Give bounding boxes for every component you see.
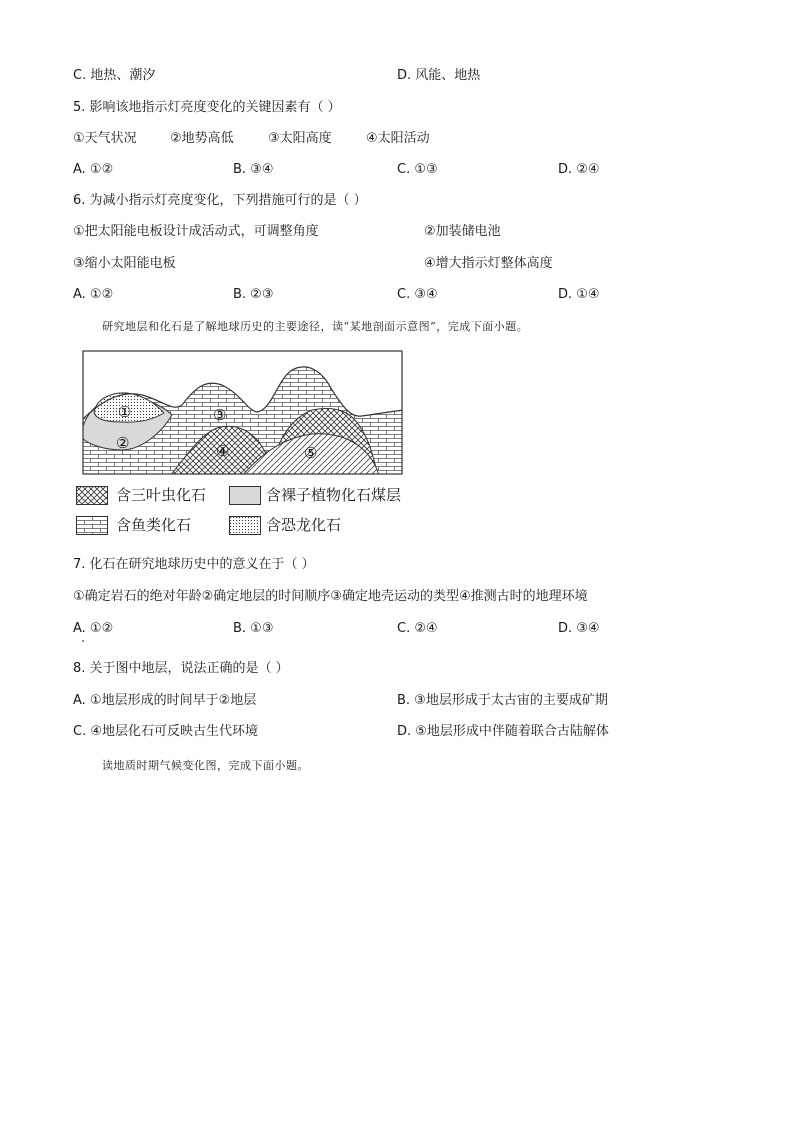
stray-mark bbox=[82, 640, 84, 642]
q5-item-1: ①天气状况 bbox=[73, 131, 137, 146]
q7-option-b: B. ①③ bbox=[233, 621, 274, 636]
legend-swatch-gymnosperm bbox=[229, 486, 261, 505]
q8-option-c: C. ④地层化石可反映古生代环境 bbox=[73, 724, 258, 739]
q8-option-b: B. ③地层形成于太古宙的主要成矿期 bbox=[397, 693, 608, 708]
q8-stem: 8. 关于图中地层，说法正确的是（ ） bbox=[73, 661, 289, 676]
q7-option-a: A. ①② bbox=[73, 621, 114, 636]
q6-option-a: A. ①② bbox=[73, 287, 114, 302]
q5-item-3: ③太阳高度 bbox=[268, 131, 332, 146]
legend-label-trilobite: 含三叶虫化石 bbox=[116, 486, 207, 504]
section-intro-climate: 读地质时期气候变化图，完成下面小题。 bbox=[102, 759, 309, 772]
q6-item-4: ④增大指示灯整体高度 bbox=[424, 256, 553, 271]
q6-option-b: B. ②③ bbox=[233, 287, 274, 302]
q5-option-c: C. ①③ bbox=[397, 162, 438, 177]
q8-option-a: A. ①地层形成的时间早于②地层 bbox=[73, 693, 257, 708]
q5-option-d: D. ②④ bbox=[558, 162, 600, 177]
q4-option-d: D. 风能、地热 bbox=[397, 68, 481, 83]
q7-items: ①确定岩石的绝对年龄②确定地层的时间顺序③确定地壳运动的类型④推测古时的地理环境 bbox=[73, 589, 588, 604]
legend-swatch-trilobite bbox=[76, 486, 108, 505]
q7-option-d: D. ③④ bbox=[558, 621, 600, 636]
legend-label-dinosaur: 含恐龙化石 bbox=[266, 516, 342, 534]
q5-item-4: ④太阳活动 bbox=[366, 131, 430, 146]
layer-label-5: ⑤ bbox=[304, 444, 318, 462]
q6-item-2: ②加装储电池 bbox=[424, 224, 501, 239]
layer-label-2: ② bbox=[116, 434, 130, 452]
q6-item-1: ①把太阳能电板设计成活动式，可调整角度 bbox=[73, 224, 319, 239]
q7-option-c: C. ②④ bbox=[397, 621, 438, 636]
q5-option-a: A. ①② bbox=[73, 162, 114, 177]
layer-label-1: ① bbox=[118, 403, 132, 421]
q7-stem: 7. 化石在研究地球历史中的意义在于（ ） bbox=[73, 557, 315, 572]
q6-option-c: C. ③④ bbox=[397, 287, 438, 302]
q6-item-3: ③缩小太阳能电板 bbox=[73, 256, 176, 271]
q4-option-c: C. 地热、潮汐 bbox=[73, 68, 156, 83]
q8-option-d: D. ⑤地层形成中伴随着联合古陆解体 bbox=[397, 724, 609, 739]
legend-label-fish: 含鱼类化石 bbox=[116, 516, 192, 534]
legend-swatch-fish bbox=[76, 516, 108, 535]
layer-label-3: ③ bbox=[213, 406, 227, 424]
legend-swatch-dinosaur bbox=[229, 516, 261, 535]
q6-stem: 6. 为减小指示灯亮度变化，下列措施可行的是（ ） bbox=[73, 193, 367, 208]
cross-section-diagram bbox=[82, 350, 404, 476]
q5-option-b: B. ③④ bbox=[233, 162, 274, 177]
geological-cross-section-figure bbox=[82, 350, 404, 480]
q5-stem: 5. 影响该地指示灯亮度变化的关键因素有（ ） bbox=[73, 100, 341, 115]
q6-option-d: D. ①④ bbox=[558, 287, 600, 302]
legend-label-gymnosperm: 含裸子植物化石煤层 bbox=[266, 486, 402, 504]
section-intro-strata: 研究地层和化石是了解地球历史的主要途径，读“某地剖面示意图”，完成下面小题。 bbox=[102, 320, 529, 333]
q5-item-2: ②地势高低 bbox=[170, 131, 234, 146]
layer-label-4: ④ bbox=[216, 442, 230, 460]
